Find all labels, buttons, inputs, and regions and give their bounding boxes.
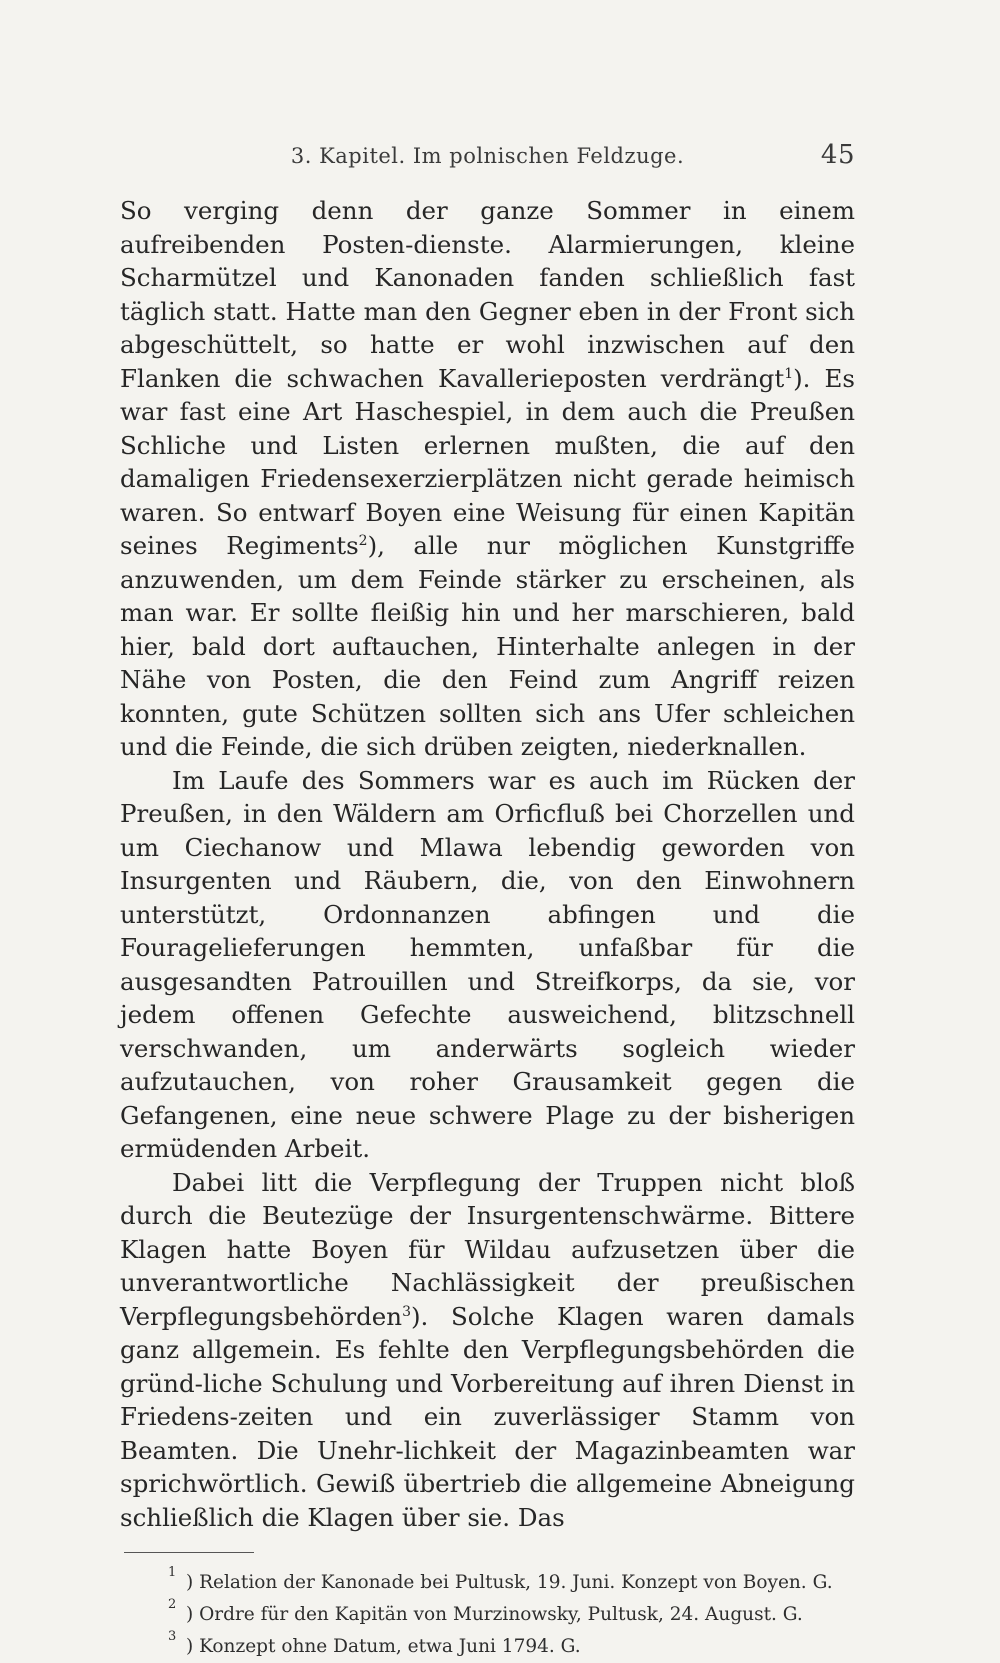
paragraph-1-part-c: , alle nur möglichen Kunstgriffe anzuwenden, um dem Feinde stärker zu erscheinen, als man war. Er sollte fleißig hin und her marschieren, bald hier, bald dort auftauchen, Hinterhalte anlegen in der Nähe von Posten, die den Feind zum Angriff reizen konnten, gute Schützen sollten sich ans Ufer schleichen und die Feinde, die sich drüben zeigten, niederknallen. — [120, 531, 855, 761]
page-number: 45 — [820, 140, 855, 170]
paragraph-1: So verging denn der ganze Sommer in einem aufreibenden Posten-dienste. Alarmierungen, kleine Scharmützel und Kanonaden fanden schließlich fast täglich statt. Hatte man den Gegner eben in der Front sich abgeschüttelt, so hatte er wohl inzwischen auf den Flanken die schwachen Kavallerieposten verdrängt$^1$). Es war fast eine Art Haschespiel, in dem auch die Preußen Schliche und Listen erlernen mußten, die auf den damaligen Friedensexerzierplätzen nicht gerade heimisch waren. So entwarf Boyen eine Weisung für einen Kapitän seines Regiments$^2$), alle nur möglichen Kunstgriffe anzuwenden, um dem Feinde stärker zu erscheinen, als man war. Er sollte fleißig hin und her marschieren, bald hier, bald dort auftauchen, Hinterhalte anlegen in der Nähe von Posten, die den Feind zum Angriff reizen konnten, gute Schützen sollten sich ans Ufer schleichen und die Feinde, die sich drüben zeigten, niederknallen. — [120, 196, 855, 761]
footnote-1: 1 ) Relation der Kanonade bei Pultusk, 19. Juni. Konzept von Boyen. G. — [168, 1565, 833, 1593]
paragraph-1-part-b: . Es war fast eine Art Haschespiel, in dem auch die Preußen Schliche und Listen erlernen mußten, die auf den damaligen Friedensexerzierplätzen nicht gerade heimisch waren. So entwarf Boyen eine Weisung für einen Kapitän seines Regiments — [120, 363, 855, 560]
paragraph-3-part-b: . Solche Klagen waren damals ganz allgemein. Es fehlte den Verpflegungsbehörden die gründ-liche Schulung und Vorbereitung auf ihren Dienst in Friedens-zeiten und ein zuverlässiger Stamm von Beamten. Die Unehr-lichkeit der Magazinbeamten war sprichwörtlich. Gewiß übertrieb die allgemeine Abneigung schließlich die Klagen über sie. Das — [120, 1301, 855, 1532]
paragraph-1-part-a: So verging denn der ganze Sommer in einem aufreibenden Posten-dienste. Alarmierungen, kleine Scharmützel und Kanonaden fanden schließlich fast täglich statt. Hatte man den Gegner eben in der Front sich abgeschüttelt, so hatte er wohl inzwischen auf den Flanken die schwachen Kavallerieposten verdrängt — [120, 196, 855, 393]
footnote-ref-1: 1 — [784, 365, 794, 382]
footnote-text: ) Relation der Kanonade bei Pultusk, 19. Juni. Konzept von Boyen. G. — [186, 1572, 833, 1593]
book-page — [120, 138, 855, 1663]
footnote-2: 2 ) Ordre für den Kapitän von Murzinowsky, Pultusk, 24. August. G. — [168, 1597, 803, 1625]
body-text — [120, 194, 855, 1534]
footnote-3: 3 ) Konzept ohne Datum, etwa Juni 1794. G. — [168, 1629, 581, 1657]
footnote-ref-2: 2 — [358, 532, 368, 549]
paragraph-3: Dabei litt die Verpflegung der Truppen nicht bloß durch die Beutezüge der Insurgentenschwärme. Bittere Klagen hatte Boyen für Wildau aufzusetzen über die unverantwortliche Nachlässigkeit der preußischen Verpflegungsbehörden$^3$). Solche Klagen waren damals ganz allgemein. Es fehlte den Verpflegungsbehörden die gründ-liche Schulung und Vorbereitung auf ihren Dienst in Friedens-zeiten und ein zuverlässiger Stamm von Beamten. Die Unehr-lichkeit der Magazinbeamten war sprichwörtlich. Gewiß übertrieb die allgemeine Abneigung schließlich die Klagen über sie. Das — [120, 1167, 855, 1532]
running-head-title: 3. Kapitel. Im polnischen Feldzuge. — [290, 144, 685, 168]
footnote-divider — [124, 1552, 254, 1553]
footnote-text: ) Konzept ohne Datum, etwa Juni 1794. G. — [186, 1636, 581, 1657]
paragraph-2: Im Laufe des Sommers war es auch im Rücken der Preußen, in den Wäldern am Orficfluß bei Chorzellen und um Ciechanow und Mlawa lebendig geworden von Insurgenten und Räubern, die, von den Einwohnern unterstützt, Ordonnanzen abfingen und die Fouragelieferungen hemmten, unfaßbar für die ausgesandten Patrouillen und Streifkorps, da sie, vor jedem offenen Gefechte ausweichend, blitzschnell verschwanden, um anderwärts sogleich wieder aufzutauchen, von roher Grausamkeit gegen die Gefangenen, eine neue schwere Plage zu der bisherigen ermüdenden Arbeit. — [120, 765, 855, 1163]
paragraph-3-part-a: Dabei litt die Verpflegung der Truppen nicht bloß durch die Beutezüge der Insurgentenschwärme. Bittere Klagen hatte Boyen für Wildau aufzusetzen über die unverantwortliche Nachlässigkeit der preußischen Verpflegungsbehörden — [120, 1167, 855, 1331]
footnote-ref-3: 3 — [402, 1303, 411, 1320]
footnote-text: ) Ordre für den Kapitän von Murzinowsky, Pultusk, 24. August. G. — [186, 1604, 803, 1625]
footnotes — [120, 1567, 855, 1663]
running-head — [120, 138, 855, 178]
